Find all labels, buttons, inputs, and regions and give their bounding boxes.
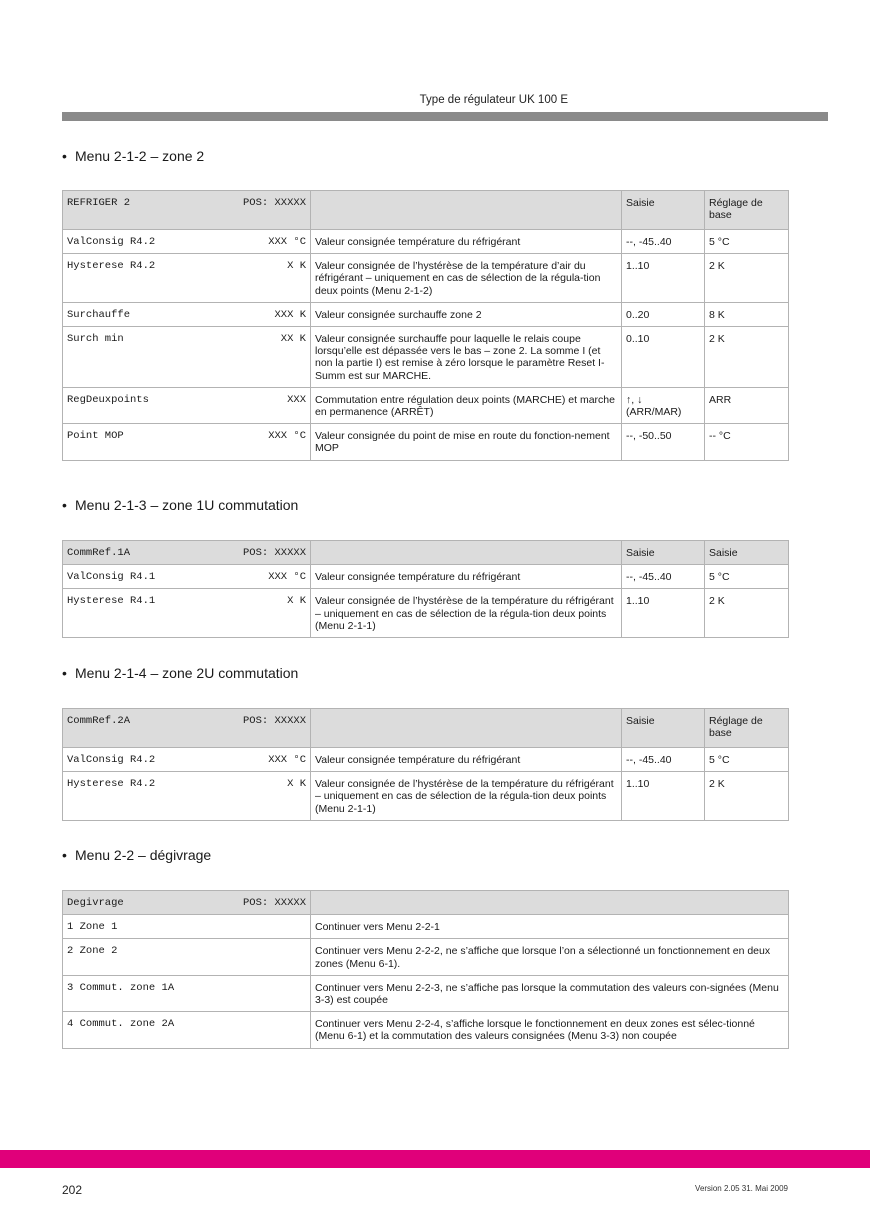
table-row: ValConsig R4.2 XXX °C Valeur consignée température du réfrigérant --, -45..40 5 °C xyxy=(63,230,789,254)
section-heading-menu-2-1-4: • Menu 2-1-4 – zone 2U commutation xyxy=(62,665,299,681)
table-row: 3 Commut. zone 1A Continuer vers Menu 2-2-3, ne s’affiche pas lorsque la commutation des valeurs con-signées (Menu 3-3) est coupée xyxy=(63,975,789,1011)
table-row: Hysterese R4.2 X K Valeur consignée de l’hystérèse de la température d’air du réfrigérant – uniquement en cas de sélection de la régula-tion deux points (Menu 2-1-2) 1..10 2 K xyxy=(63,254,789,303)
table-row: Surchauffe XXX K Valeur consignée surchauffe zone 2 0..20 8 K xyxy=(63,302,789,326)
table-row: Hysterese R4.1 X K Valeur consignée de l’hystérèse de la température du réfrigérant – uniquement en cas de sélection de la régula-tion deux points (Menu 2-1-1) 1..10 2 K xyxy=(63,589,789,638)
table-row: ValConsig R4.2 XXX °C Valeur consignée température du réfrigérant --, -45..40 5 °C xyxy=(63,748,789,772)
table-row: 1 Zone 1 Continuer vers Menu 2-2-1 xyxy=(63,915,789,939)
section-heading-menu-2-1-3: • Menu 2-1-3 – zone 1U commutation xyxy=(62,497,299,513)
page-number: 202 xyxy=(62,1183,83,1197)
section-heading-menu-2-1-2: • Menu 2-1-2 – zone 2 xyxy=(62,148,205,164)
table-row: Hysterese R4.2 X K Valeur consignée de l’hystérèse de la température du réfrigérant – uniquement en cas de sélection de la régula-tion deux points (Menu 2-1-1) 1..10 2 K xyxy=(63,772,789,821)
table-header-row: REFRIGER 2 POS: XXXXX Saisie Réglage de base xyxy=(63,191,789,230)
footer-accent-bar xyxy=(0,1150,870,1168)
table-menu-2-2 xyxy=(62,890,789,1049)
table-row: RegDeuxpoints XXX Commutation entre régulation deux points (MARCHE) et marche en permanence (ARRÊT) ↑, ↓ (ARR/MAR) ARR xyxy=(63,387,789,423)
section-heading-menu-2-2: • Menu 2-2 – dégivrage xyxy=(62,847,212,863)
table-header-row: Degivrage POS: XXXXX xyxy=(63,891,789,915)
table-menu-2-1-4 xyxy=(62,708,789,821)
table-header-row: CommRef.1A POS: XXXXX Saisie Saisie xyxy=(63,541,789,565)
table-row: 4 Commut. zone 2A Continuer vers Menu 2-2-4, s’affiche lorsque le fonctionnement en deux zones est sélec-tionné (Menu 6-1) et la commutation des valeurs consignées (Menu 3-3) non coupée xyxy=(63,1012,789,1048)
table-menu-2-1-2 xyxy=(62,190,789,461)
table-row: Surch min XX K Valeur consignée surchauffe pour laquelle le relais coupe lorsqu’elle est dépassée vers le bas – zone 2. La somme I (et non la partie I) est remise à zéro lorsque le paramètre Reset I-Summ est sur MARCHE. 0..10 2 K xyxy=(63,327,789,388)
document-title: Type de régulateur UK 100 E xyxy=(419,94,568,106)
table-row: Point MOP XXX °C Valeur consignée du point de mise en route du fonction-nement MOP --, -50..50 -- °C xyxy=(63,424,789,460)
table-row: 2 Zone 2 Continuer vers Menu 2-2-2, ne s’affiche que lorsque l’on a sélectionné un fonctionnement en deux zones (Menu 6-1). xyxy=(63,939,789,975)
table-row: ValConsig R4.1 XXX °C Valeur consignée température du réfrigérant --, -45..40 5 °C xyxy=(63,565,789,589)
table-header-row: CommRef.2A POS: XXXXX Saisie Réglage de base xyxy=(63,709,789,748)
header-rule xyxy=(62,112,828,121)
table-menu-2-1-3 xyxy=(62,540,789,638)
version-date: Version 2.05 31. Mai 2009 xyxy=(695,1184,788,1193)
